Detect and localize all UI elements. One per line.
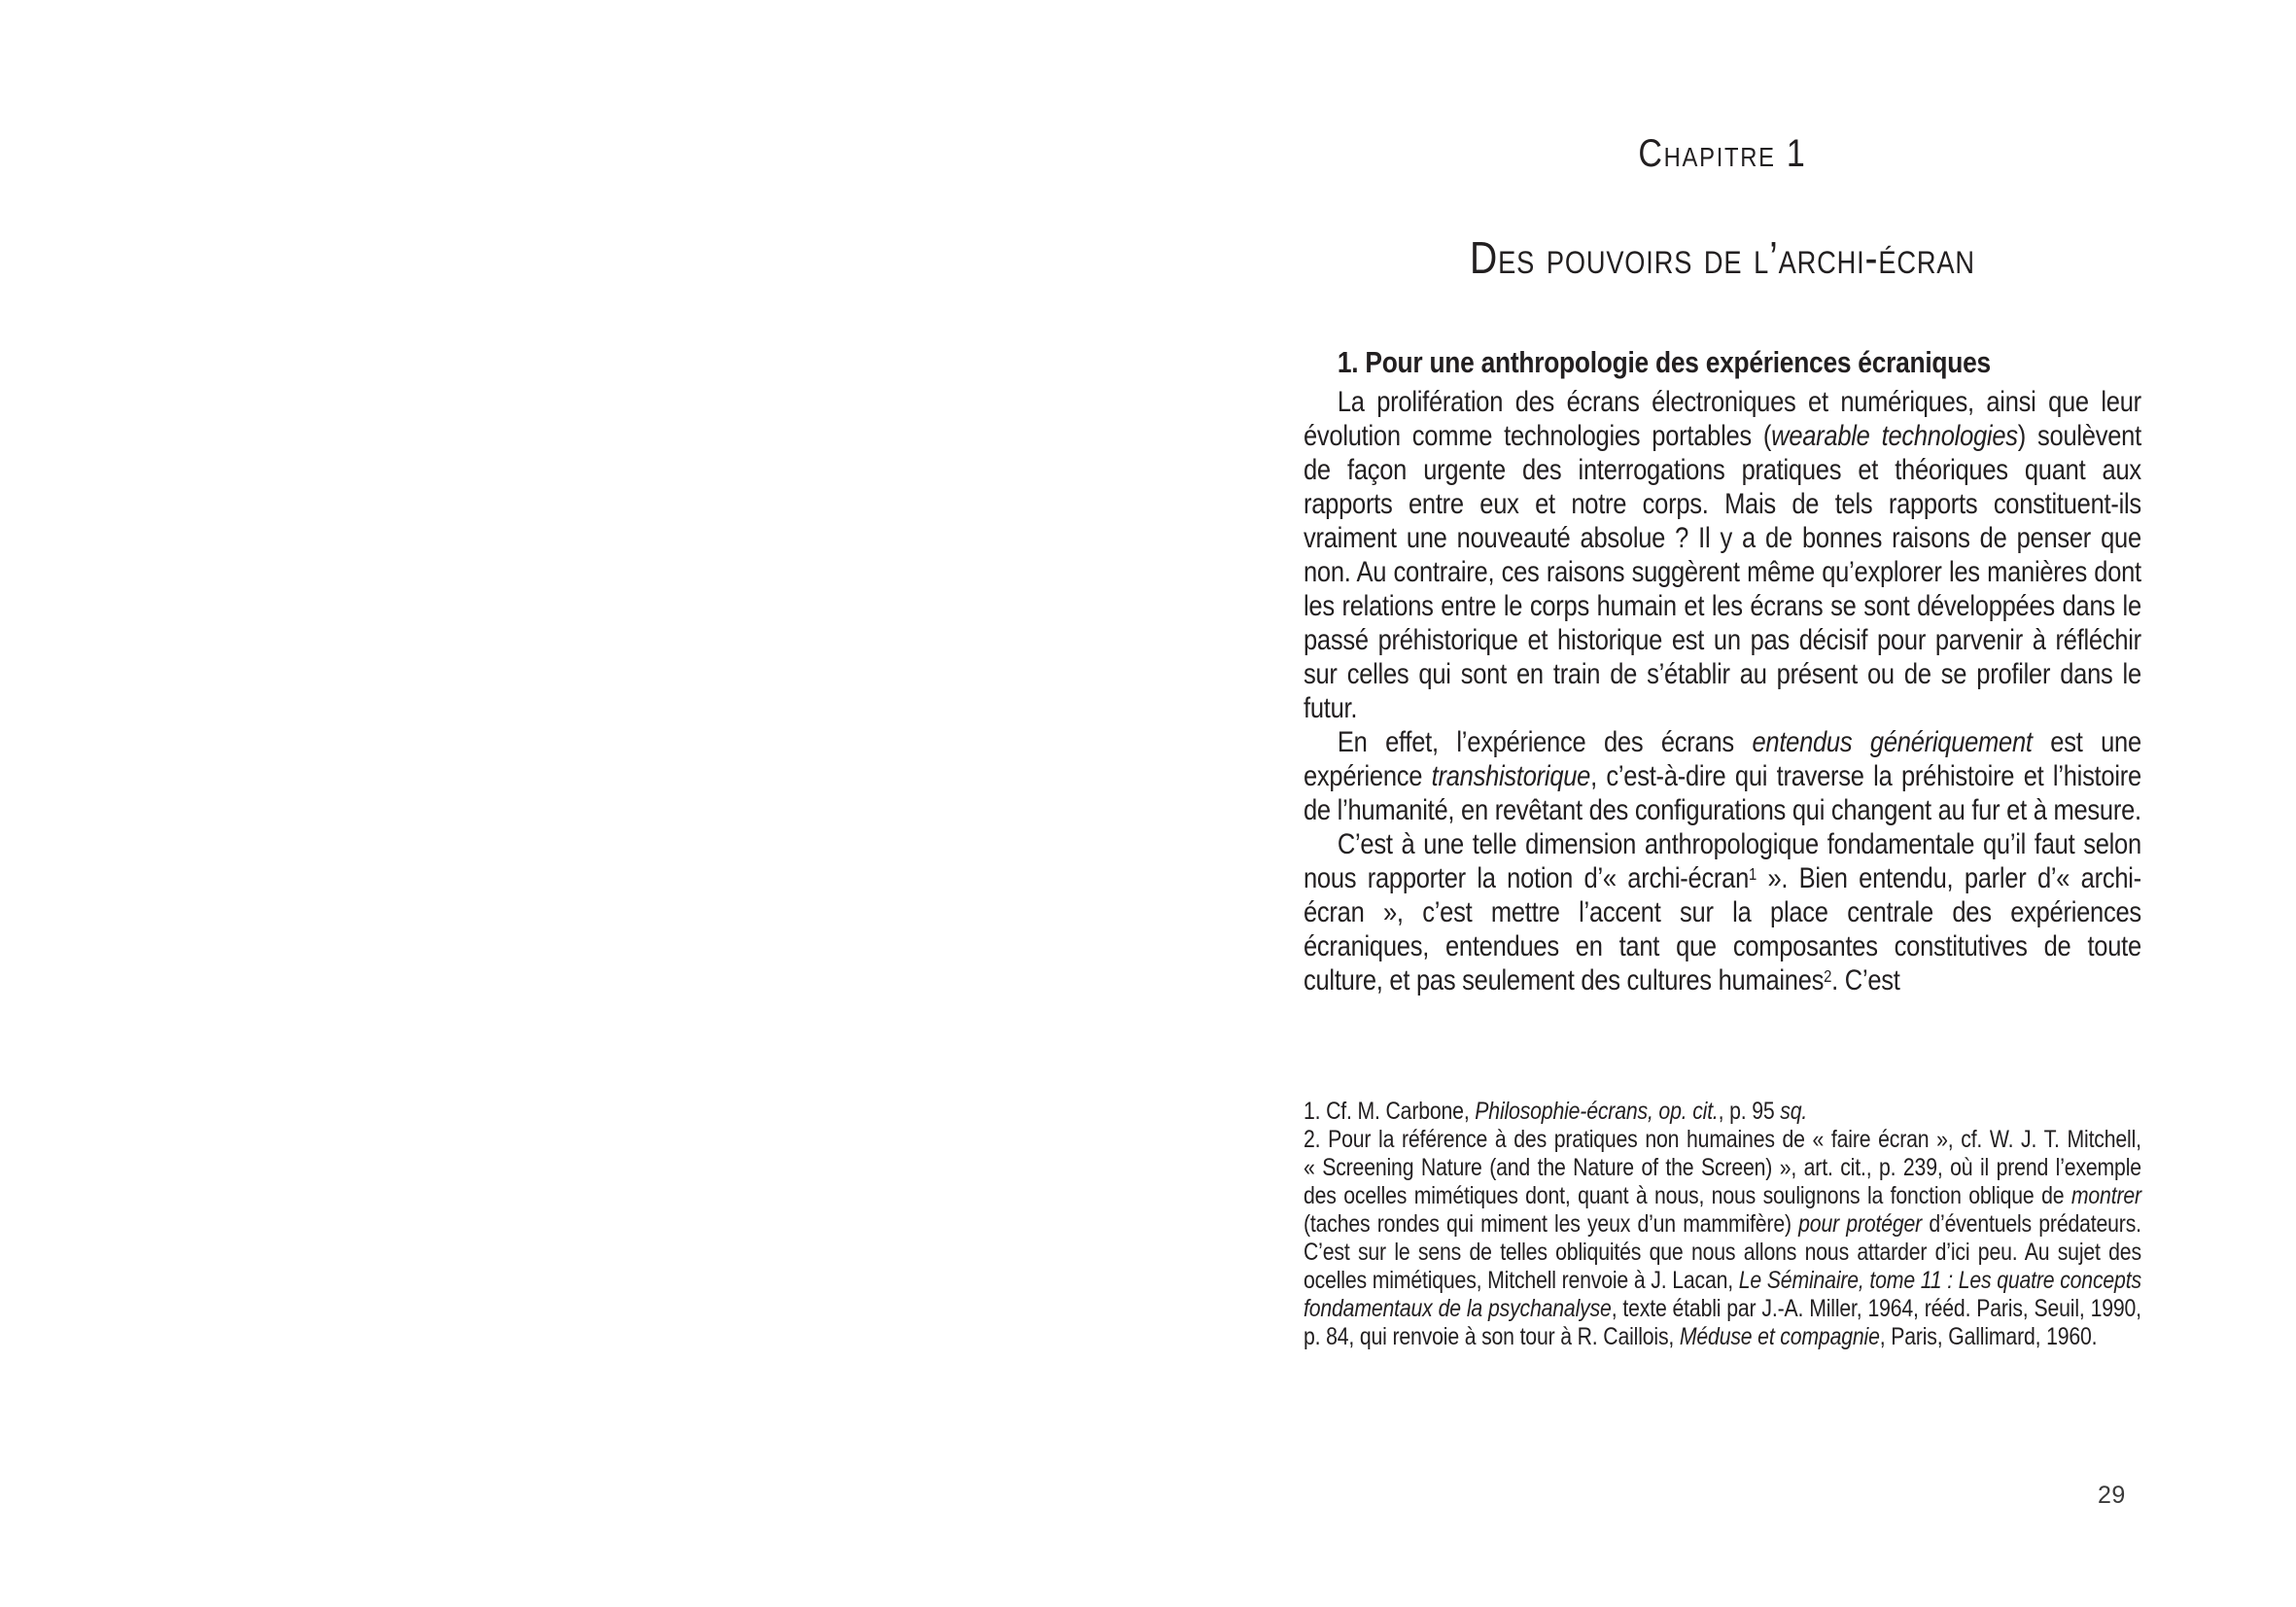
footnote: 1. Cf. M. Carbone, Philosophie-écrans, op. cit., p. 95 sq. [1304, 1098, 1808, 1125]
body-paragraphs [1304, 385, 2141, 997]
footnotes [1304, 1098, 2141, 1351]
body-paragraph: La prolifération des écrans électroniques et numériques, ainsi que leur évolution comme technologies portables (wearable technologies) soulèvent de façon urgente des interrogations pratiques et théoriques quant aux rapports entre eux et notre corps. Mais de tels rapports constituent-ils vraiment une nouveauté absolue ? Il y a de bonnes raisons de penser que non. Au contraire, ces raisons suggèrent même qu’explorer les manières dont les relations entre le corps humain et les écrans se sont développées dans le passé préhistorique et historique est un pas décisif pour parvenir à réfléchir sur celles qui sont en train de s’établir au présent ou de se profiler dans le futur. [1304, 386, 2141, 724]
text-column [1304, 0, 2141, 1351]
body-paragraph: En effet, l’expérience des écrans entendus génériquement est une expérience transhistorique, c’est-à-dire qui traverse la préhistoire et l’histoire de l’humanité, en revêtant des configurations qui changent au fur et à mesure. [1304, 726, 2141, 826]
page-number: 29 [2098, 1482, 2126, 1509]
footnote: 2. Pour la référence à des pratiques non humaines de « faire écran », cf. W. J. T. Mitchell, « Screening Nature (and the Nature of the Screen) », art. cit., p. 239, où il prend l’exemple des ocelles mimétiques dont, quant à nous, nous soulignons la fonction oblique de montrer (taches rondes qui miment les yeux d’un mammifère) pour protéger d’éventuels prédateurs. C’est sur le sens de telles obliquités que nous allons nous attarder d’ici peu. Au sujet des ocelles mimétiques, Mitchell renvoie à J. Lacan, Le Séminaire, tome 11 : Les quatre concepts fondamentaux de la psychanalyse, texte établi par J.-A. Miller, 1964, rééd. Paris, Seuil, 1990, p. 84, qui renvoie à son tour à R. Caillois, Méduse et compagnie, Paris, Gallimard, 1960. [1304, 1126, 2141, 1350]
chapter-title: Des pouvoirs de l’archi-écran [1470, 232, 1975, 283]
body-paragraph: C’est à une telle dimension anthropologique fondamentale qu’il faut selon nous rapporter la notion d’« archi-écran$^1$ ». Bien entendu, parler d’« archi-écran », c’est mettre l’accent sur la place centrale des expériences écraniques, entendues en tant que composantes constitutives de toute culture, et pas seulement des cultures humaines$^2$. C’est [1304, 828, 2141, 996]
section-heading: 1. Pour une anthropologie des expériences écraniques [1337, 345, 1991, 379]
chapter-label: Chapitre 1 [1638, 132, 1807, 175]
